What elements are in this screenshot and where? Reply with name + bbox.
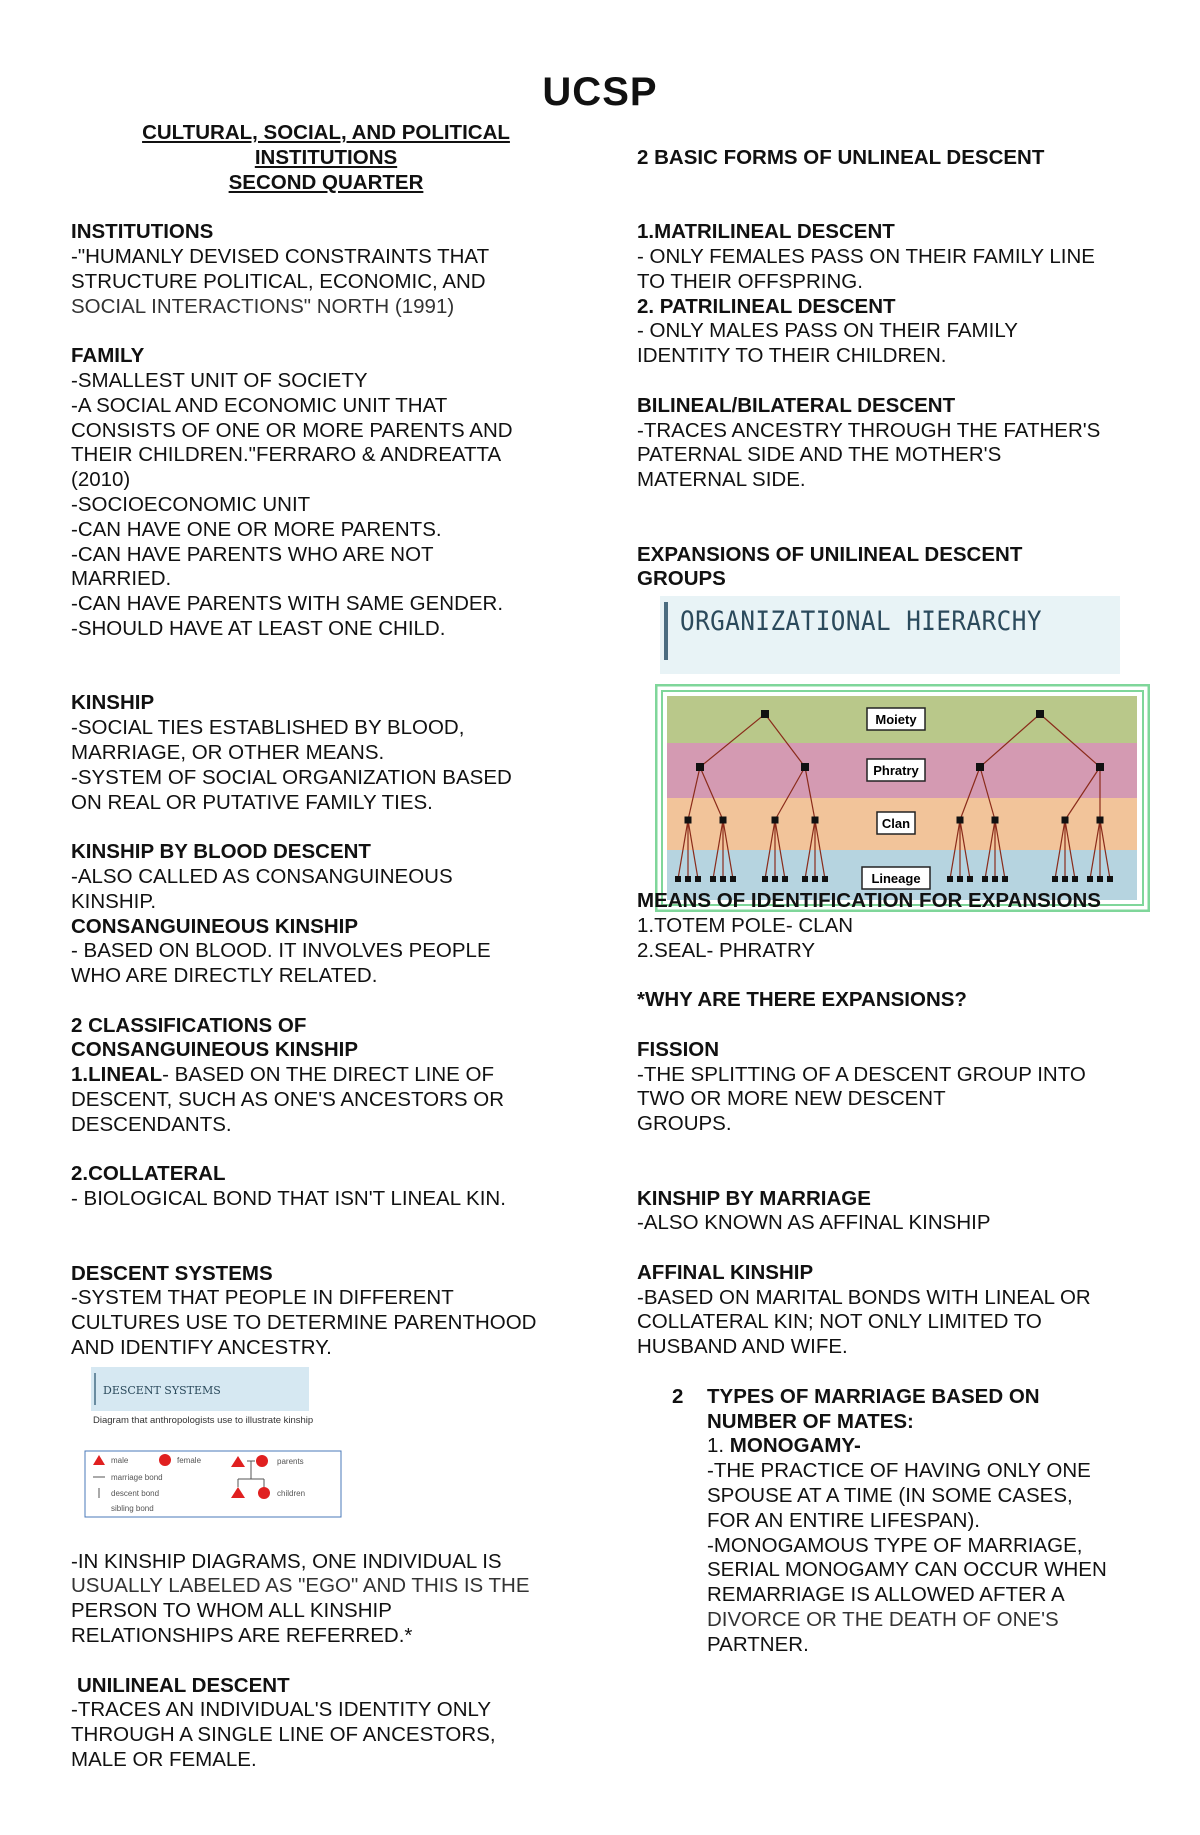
text-line: 2.SEAL- PHRATRY [637,938,816,962]
collateral-heading: 2.COLLATERAL [71,1162,226,1186]
text-line: -THE SPLITTING OF A DESCENT GROUP INTO [637,1062,1086,1086]
text-line: -ALSO KNOWN AS AFFINAL KINSHIP [637,1211,991,1235]
text-line: - BASED ON BLOOD. IT INVOLVES PEOPLE [71,939,491,963]
tree-node [730,876,736,882]
figure-caption-box [93,1415,323,1449]
tree-node [976,763,984,771]
legend-male: male [111,1455,129,1465]
text-line: -SYSTEM OF SOCIAL ORGANIZATION BASED [71,765,512,789]
text-line: DESCENDANTS. [71,1112,232,1136]
phratry-label: Phratry [873,763,919,779]
expansions-heading: EXPANSIONS OF UNILINEAL DESCENT [637,542,1023,566]
text-line: 1.TOTEM POLE- CLAN [637,913,854,937]
tree-node [1107,876,1113,882]
legend-sibling: sibling bond [111,1503,154,1513]
tree-node [812,817,819,824]
lineal-label: 1.LINEAL [71,1063,163,1087]
text-line: FOR AN ENTIRE LIFESPAN). [707,1508,980,1532]
tree-node [1036,710,1044,718]
text-line: -"HUMANLY DEVISED CONSTRAINTS THAT [71,244,490,268]
tree-node [957,876,963,882]
text-line: -CAN HAVE PARENTS WITH SAME GENDER. [71,592,504,616]
text-line: ON REAL OR PUTATIVE FAMILY TIES. [71,790,433,814]
hierarchy-title: ORGANIZATIONAL HIERARCHY [680,606,1042,638]
text-line: -SYSTEM THAT PEOPLE IN DIFFERENT [71,1286,454,1310]
tree-node [720,817,727,824]
text-line: - ONLY FEMALES PASS ON THEIR FAMILY LINE [637,244,1095,268]
text-line: -TRACES AN INDIVIDUAL'S IDENTITY ONLY [71,1698,492,1722]
left-column [71,121,581,1773]
list-number: 2 [672,1384,684,1408]
tree-node [1096,763,1104,771]
lineage-label: Lineage [871,871,921,887]
text-line: STRUCTURE POLITICAL, ECONOMIC, AND [71,269,486,293]
text-line: - ONLY MALES PASS ON THEIR FAMILY [637,319,1018,343]
kinship-heading: KINSHIP [71,691,155,715]
tree-node [992,876,998,882]
text-line [707,1434,1147,1459]
course-title: CULTURAL, SOCIAL, AND POLITICAL [142,121,510,144]
descent-systems-diagram [81,1365,421,1555]
tree-node [1097,876,1103,882]
legend-descent: descent bond [111,1488,160,1498]
text-line: -IN KINSHIP DIAGRAMS, ONE INDIVIDUAL IS [71,1549,502,1573]
organizational-hierarchy-diagram [655,684,1150,912]
text-line: RELATIONSHIPS ARE REFERRED.* [71,1624,413,1648]
text-line: WHO ARE DIRECTLY RELATED. [71,964,378,988]
text-line: PATERNAL SIDE AND THE MOTHER'S [637,443,1002,467]
tree-node [801,763,809,771]
text-line: KINSHIP. [71,889,157,913]
tree-node [720,876,726,882]
tree-node [1002,876,1008,882]
tree-node [957,817,964,824]
consanguineous-heading: CONSANGUINEOUS KINSHIP [71,914,359,938]
text-line: REMARRIAGE IS ALLOWED AFTER A [707,1583,1065,1607]
page-title: UCSP [542,70,658,114]
text-line: -SMALLEST UNIT OF SOCIETY [71,368,368,392]
tree-node [992,817,999,824]
text-line: GROUPS. [637,1112,732,1136]
quarter-label: SECOND QUARTER [228,170,424,194]
male-triangle-icon [93,1455,105,1465]
text-line: -ALSO CALLED AS CONSANGUINEOUS [71,864,453,888]
right-column [637,121,1147,1658]
affinal-heading: AFFINAL KINSHIP [637,1260,814,1284]
text-line: DIVORCE OR THE DEATH OF ONE'S [707,1608,1059,1632]
text-line: COLLATERAL KIN; NOT ONLY LIMITED TO [637,1310,1042,1334]
text-line: CONSISTS OF ONE OR MORE PARENTS AND [71,418,513,442]
text-line: -CAN HAVE PARENTS WHO ARE NOT [71,542,434,566]
marriage-types-heading: TYPES OF MARRIAGE BASED ON [707,1384,1040,1408]
tree-node [982,876,988,882]
identification-heading: MEANS OF IDENTIFICATION FOR EXPANSIONS [637,888,1101,912]
tree-node [1072,876,1078,882]
tree-node [761,710,769,718]
child-female-icon [258,1487,270,1499]
course-title: INSTITUTIONS [254,145,398,169]
text-line: -SHOULD HAVE AT LEAST ONE CHILD. [71,616,446,640]
text-line: MARRIED. [71,567,172,591]
tree-node [812,876,818,882]
descent-systems-heading: DESCENT SYSTEMS [71,1261,273,1285]
moiety-label: Moiety [875,712,917,728]
expansions-heading: GROUPS [637,567,726,591]
text-line: -BASED ON MARITAL BONDS WITH LINEAL OR [637,1285,1091,1309]
text-line: -CAN HAVE ONE OR MORE PARENTS. [71,517,442,541]
text-line: -TRACES ANCESTRY THROUGH THE FATHER'S [637,418,1101,442]
text-line: MARRIAGE, OR OTHER MEANS. [71,740,385,764]
tree-node [1097,817,1104,824]
text-line: IDENTITY TO THEIR CHILDREN. [637,344,947,368]
monogamy-number: 1. [707,1434,730,1458]
child-male-icon [231,1487,245,1498]
tree-node [1052,876,1058,882]
tree-node [695,876,701,882]
marriage-types-list [637,1385,1147,1658]
female-circle-icon [159,1454,171,1466]
unilineal-heading: UNILINEAL DESCENT [77,1673,290,1697]
tree-node [802,876,808,882]
legend-marriage: marriage bond [111,1472,163,1482]
text-line: TO THEIR OFFSPRING. [637,269,863,293]
text-line: MATERNAL SIDE. [637,468,806,492]
text-line: - BIOLOGICAL BOND THAT ISN'T LINEAL KIN. [71,1187,506,1211]
children-label: children [277,1488,306,1498]
tree-node [675,876,681,882]
tree-node [772,817,779,824]
text-line: DESCENT, SUCH AS ONE'S ANCESTORS OR [71,1088,504,1112]
tree-node [710,876,716,882]
tree-node [762,876,768,882]
text-line: -SOCIOECONOMIC UNIT [71,492,311,516]
tree-node [685,876,691,882]
text-line: PERSON TO WHOM ALL KINSHIP [71,1599,392,1623]
text-line: (2010) [71,468,131,492]
family-heading: FAMILY [71,344,145,368]
title-bar [664,602,668,660]
text-line: -THE PRACTICE OF HAVING ONLY ONE [707,1459,1091,1483]
text-line: SOCIAL INTERACTIONS" NORTH (1991) [71,294,455,318]
kinship-marriage-heading: KINSHIP BY MARRIAGE [637,1186,871,1210]
text-line [71,1063,581,1088]
hierarchy-title-band [660,596,1120,674]
tree-node [1087,876,1093,882]
figure-caption: Diagram that anthropologists use to illustrate kinship [93,1414,314,1426]
why-expansions-heading: *WHY ARE THERE EXPANSIONS? [637,988,967,1012]
patrilineal-heading: 2. PATRILINEAL DESCENT [637,294,896,318]
text-line: HUSBAND AND WIFE. [637,1335,848,1359]
tree-node [967,876,973,882]
marriage-types-heading: NUMBER OF MATES: [707,1409,914,1433]
matrilineal-heading: 1.MATRILINEAL DESCENT [637,220,895,244]
fission-heading: FISSION [637,1037,720,1061]
parent-male-icon [231,1456,245,1467]
monogamy-heading: MONOGAMY- [729,1434,861,1458]
text-line: MALE OR FEMALE. [71,1748,257,1772]
text-line: -SOCIAL TIES ESTABLISHED BY BLOOD, [71,716,465,740]
tree-node [1062,876,1068,882]
parents-label: parents [277,1456,304,1466]
text-line: -A SOCIAL AND ECONOMIC UNIT THAT [71,393,448,417]
classifications-heading: CONSANGUINEOUS KINSHIP [71,1038,359,1062]
text-line: AND IDENTIFY ANCESTRY. [71,1336,332,1360]
text-line: TWO OR MORE NEW DESCENT [637,1087,946,1111]
tree-node [822,876,828,882]
classifications-heading: 2 CLASSIFICATIONS OF [71,1013,307,1037]
tree-node [696,763,704,771]
clan-label: Clan [881,816,911,832]
text-line: CULTURES USE TO DETERMINE PARENTHOOD [71,1311,537,1335]
parent-female-icon [256,1455,268,1467]
text-line: SERIAL MONOGAMY CAN OCCUR WHEN [707,1558,1107,1582]
tree-node [1062,817,1069,824]
tree-node [782,876,788,882]
figure-title: DESCENT SYSTEMS [103,1383,221,1397]
bilineal-heading: BILINEAL/BILATERAL DESCENT [637,393,956,417]
tree-node [772,876,778,882]
blood-descent-heading: KINSHIP BY BLOOD DESCENT [71,840,371,864]
tree-node [947,876,953,882]
institutions-heading: INSTITUTIONS [71,220,214,244]
lineal-text: - BASED ON THE DIRECT LINE OF [162,1063,494,1087]
basic-forms-heading: 2 BASIC FORMS OF UNLINEAL DESCENT [637,145,1045,169]
text-line: USUALLY LABELED AS "EGO" AND THIS IS THE [71,1574,530,1598]
text-line: -MONOGAMOUS TYPE OF MARRIAGE, [707,1533,1083,1557]
tree-node [685,817,692,824]
text-line: THEIR CHILDREN."FERRARO & ANDREATTA [71,443,502,467]
text-line: THROUGH A SINGLE LINE OF ANCESTORS, [71,1723,496,1747]
text-line: PARTNER. [707,1632,809,1656]
text-line: SPOUSE AT A TIME (IN SOME CASES, [707,1484,1073,1508]
legend-female: female [177,1455,202,1465]
